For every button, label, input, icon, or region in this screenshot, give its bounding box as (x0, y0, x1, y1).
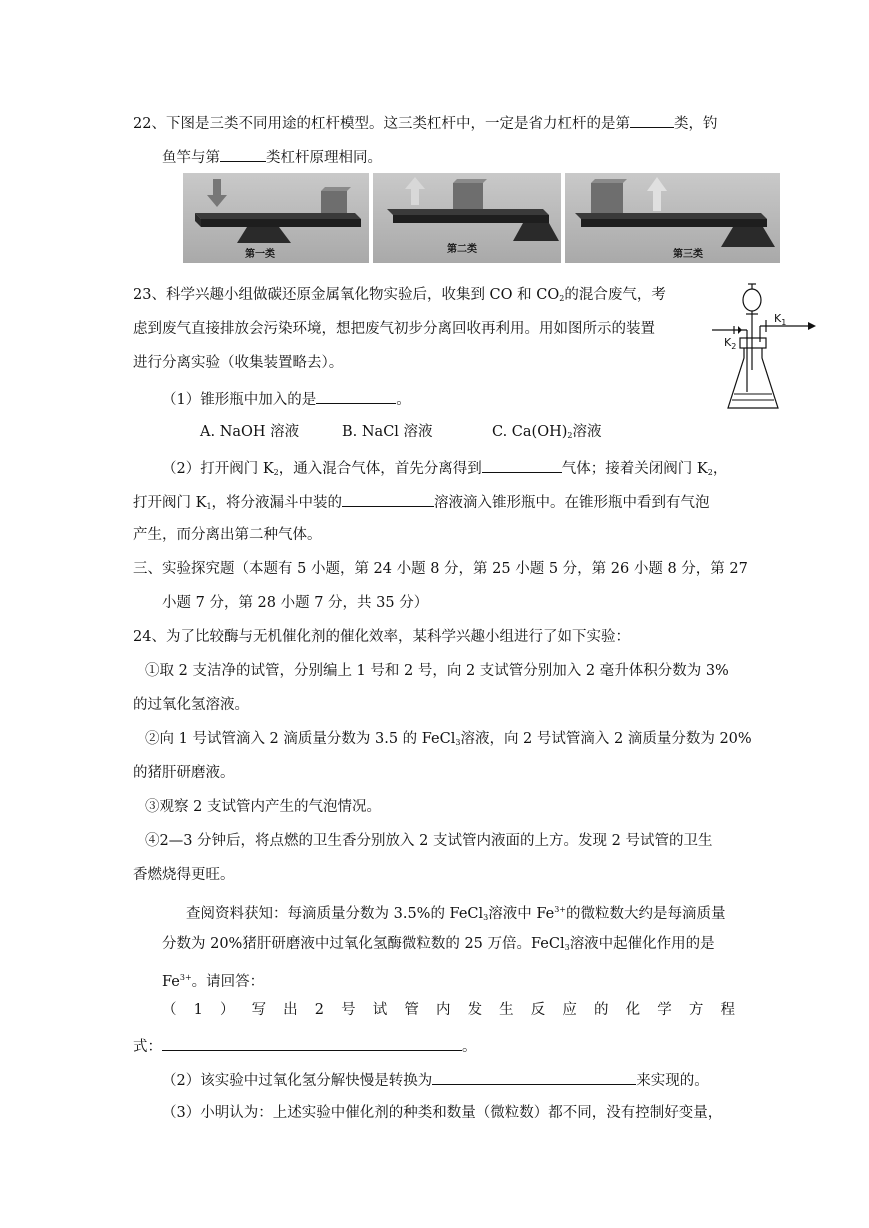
flask-apparatus-diagram (690, 280, 820, 420)
q24-blank-equation[interactable] (162, 1035, 462, 1051)
lever-image-3 (565, 173, 780, 263)
q24-title: 24、为了比较酶与无机催化剂的催化效率，某科学兴趣小组进行了如下实验： (133, 629, 630, 645)
q23-option-a: A. NaOH 溶液 (200, 424, 300, 440)
q24-step2-line1: ②向 1 号试管滴入 2 滴质量分数为 3.5 的 FeCl$_3$溶液，向 2 号试管滴入 2 滴质量分数为 20% (145, 731, 752, 747)
q24-reference-line1: 查阅资料获知：每滴质量分数为 3.5%的 FeCl$_3$溶液中 $Fe^{3+}$的微粒数大约是每滴质量 (186, 905, 726, 922)
q22-line2: 鱼竿与第 类杠杆原理相同。 (162, 146, 382, 168)
q24-question1-line2: 式： 。 (133, 1035, 477, 1057)
q22-line1: 22、下图是三类不同用途的杠杆模型。这三类杠杆中，一定是省力杠杆的是第 类，钓 (133, 112, 717, 134)
q24-step2-line2: 的猪肝研磨液。 (133, 765, 235, 781)
q23-blank-1[interactable] (316, 388, 396, 404)
q23-part2-line3: 产生，而分离出第二种气体。 (133, 527, 322, 543)
q24-reference-line2: 分数为 20%猪肝研磨液中过氧化氢酶微粒数的 25 万倍。FeCl$_3$溶液中起催化作用的是 (162, 936, 715, 952)
q24-step1-line2: 的过氧化氢溶液。 (133, 697, 249, 713)
lever-image-1 (183, 173, 369, 263)
q23-blank-2[interactable] (482, 457, 562, 473)
q23-line3: 进行分离实验（收集装置略去）。 (133, 355, 344, 371)
q23-part1: （1）锥形瓶中加入的是 。 (162, 388, 411, 410)
q24-step3: ③观察 2 支试管内产生的气泡情况。 (145, 799, 381, 815)
lever-image-2 (373, 173, 561, 263)
q23-line1: 23、科学兴趣小组做碳还原金属氧化物实验后，收集到 CO 和 $CO_2$的混合废气，考 (133, 287, 666, 303)
q22-blank-1[interactable] (630, 112, 674, 128)
q24-step1-line1: ①取 2 支洁净的试管，分别编上 1 号和 2 号，向 2 支试管分别加入 2 毫升体积分数为 3% (145, 663, 729, 679)
q24-question2: （2）该实验中过氧化氢分解快慢是转换为 来实现的。 (162, 1069, 709, 1091)
q24-step4-line1: ④2—3 分钟后，将点燃的卫生香分别放入 2 支试管内液面的上方。发现 2 号试管的卫生 (145, 833, 713, 849)
q23-line2: 虑到废气直接排放会污染环境，想把废气初步分离回收再利用。用如图所示的装置 (133, 321, 655, 337)
q23-option-b: B. NaCl 溶液 (342, 424, 433, 440)
q23-option-c: C. $Ca(OH)_2$溶液 (492, 424, 602, 440)
q24-step4-line2: 香燃烧得更旺。 (133, 867, 235, 883)
valve-k2-label: $K_2$ (724, 336, 737, 351)
q24-reference-line3: $Fe^{3+}$。请回答： (162, 973, 265, 990)
q24-question3: （3）小明认为：上述实验中催化剂的种类和数量（微粒数）都不同，没有控制好变量， (162, 1105, 723, 1121)
q24-question1-line1: （ 1 ） 写 出 2 号 试 管 内 发 生 反 应 的 化 学 方 程 (162, 1002, 735, 1018)
q23-blank-3[interactable] (342, 491, 434, 507)
lever-label-3: 第三类 (673, 249, 703, 260)
q24-blank-2[interactable] (432, 1069, 636, 1085)
lever-label-1: 第一类 (245, 249, 275, 260)
section3-heading-line2: 小题 7 分，第 28 小题 7 分，共 35 分） (162, 595, 429, 611)
valve-k1-label: $K_1$ (774, 312, 787, 327)
q23-part2-line2: 打开阀门 $K_1$，将分液漏斗中装的 溶液滴入锥形瓶中。在锥形瓶中看到有气泡 (133, 491, 710, 517)
lever-label-2: 第二类 (447, 244, 477, 255)
section3-heading-line1: 三、实验探究题（本题有 5 小题，第 24 小题 8 分，第 25 小题 5 分，第 26 小题 8 分，第 27 (133, 561, 748, 577)
q23-part2-line1: （2）打开阀门 $K_2$，通入混合气体，首先分离得到 气体；接着关闭阀门 $K_2$， (162, 457, 727, 483)
q22-blank-2[interactable] (220, 146, 266, 162)
